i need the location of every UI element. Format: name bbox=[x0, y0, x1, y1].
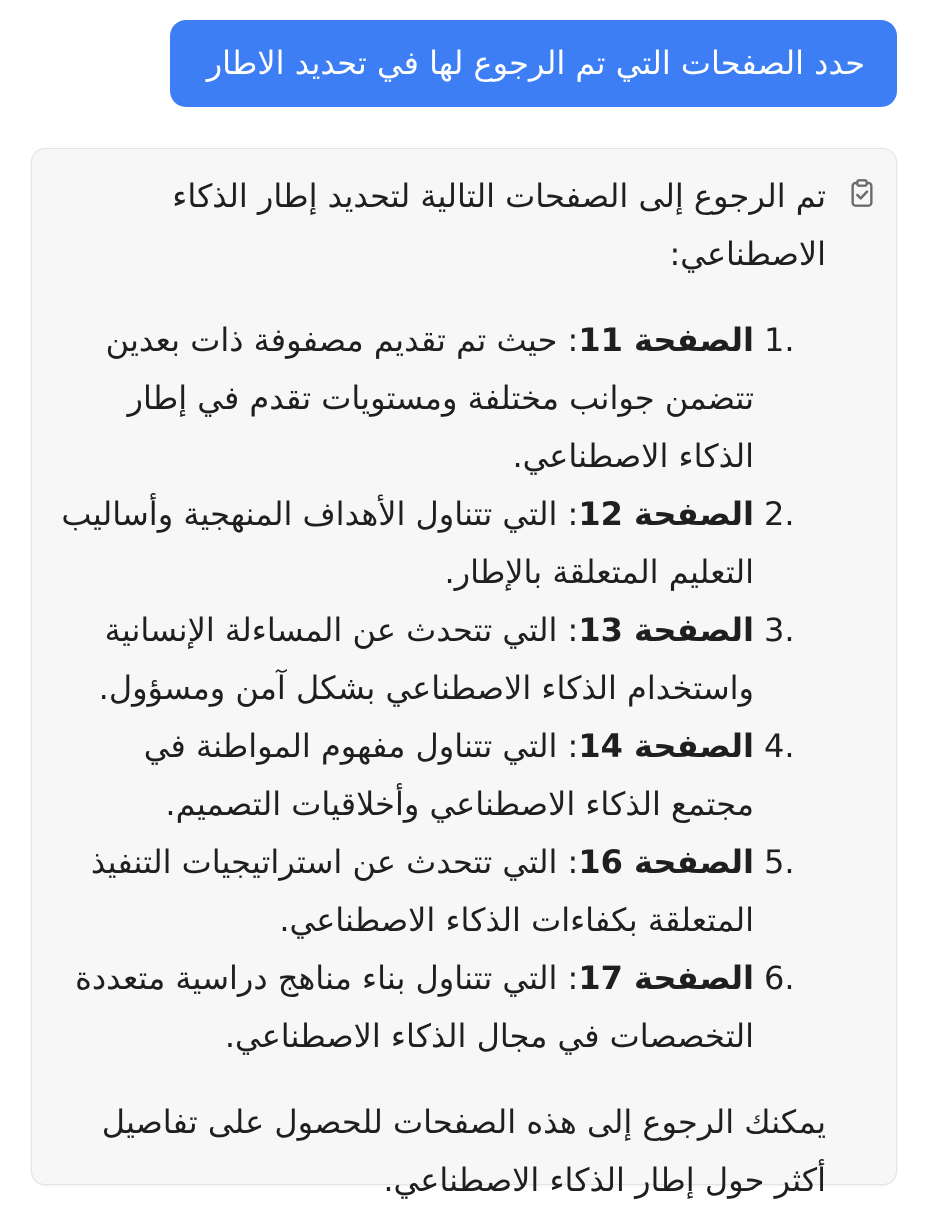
page-label: الصفحة 13 bbox=[578, 611, 754, 649]
list-item-number: 4. bbox=[764, 727, 795, 765]
page-label: الصفحة 17 bbox=[578, 959, 754, 997]
page-reference-list bbox=[60, 311, 826, 1065]
list-item-text: : التي تتناول الأهداف المنهجية وأساليب التعليم المتعلقة بالإطار. bbox=[61, 495, 754, 591]
list-item bbox=[60, 601, 826, 717]
list-item bbox=[60, 949, 826, 1065]
list-item-text: : التي تتناول مفهوم المواطنة في مجتمع الذكاء الاصطناعي وأخلاقيات التصميم. bbox=[143, 727, 754, 823]
list-item-number: 6. bbox=[764, 959, 795, 997]
list-item-number: 3. bbox=[764, 611, 795, 649]
list-item-number: 2. bbox=[764, 495, 795, 533]
list-item bbox=[60, 311, 826, 485]
list-item-text: : التي تتحدث عن المساءلة الإنسانية واستخدام الذكاء الاصطناعي بشكل آمن ومسؤول. bbox=[98, 611, 754, 707]
list-item-text: : حيث تم تقديم مصفوفة ذات بعدين تتضمن جوانب مختلفة ومستويات تقدم في إطار الذكاء الاصطناعي. bbox=[105, 321, 754, 475]
assistant-outro: يمكنك الرجوع إلى هذه الصفحات للحصول على تفاصيل أكثر حول إطار الذكاء الاصطناعي. bbox=[101, 1103, 826, 1199]
list-item-text: : التي تتحدث عن استراتيجيات التنفيذ المتعلقة بكفاءات الذكاء الاصطناعي. bbox=[90, 843, 754, 939]
page-label: الصفحة 12 bbox=[578, 495, 754, 533]
assistant-intro: تم الرجوع إلى الصفحات التالية لتحديد إطار الذكاء الاصطناعي: bbox=[172, 177, 826, 273]
assistant-message-content bbox=[60, 167, 826, 1209]
list-item bbox=[60, 485, 826, 601]
list-item bbox=[60, 717, 826, 833]
page-label: الصفحة 11 bbox=[578, 321, 754, 359]
list-item-number: 5. bbox=[764, 843, 795, 881]
user-message-bubble: حدد الصفحات التي تم الرجوع لها في تحديد الاطار bbox=[170, 20, 897, 107]
list-item-number: 1. bbox=[764, 321, 795, 359]
page-label: الصفحة 14 bbox=[578, 727, 754, 765]
assistant-message-card bbox=[31, 148, 897, 1199]
list-item-text: : التي تتناول بناء مناهج دراسية متعددة التخصصات في مجال الذكاء الاصطناعي. bbox=[75, 959, 754, 1055]
clipboard-check-icon[interactable] bbox=[846, 177, 878, 209]
page-label: الصفحة 16 bbox=[578, 843, 754, 881]
list-item bbox=[60, 833, 826, 949]
